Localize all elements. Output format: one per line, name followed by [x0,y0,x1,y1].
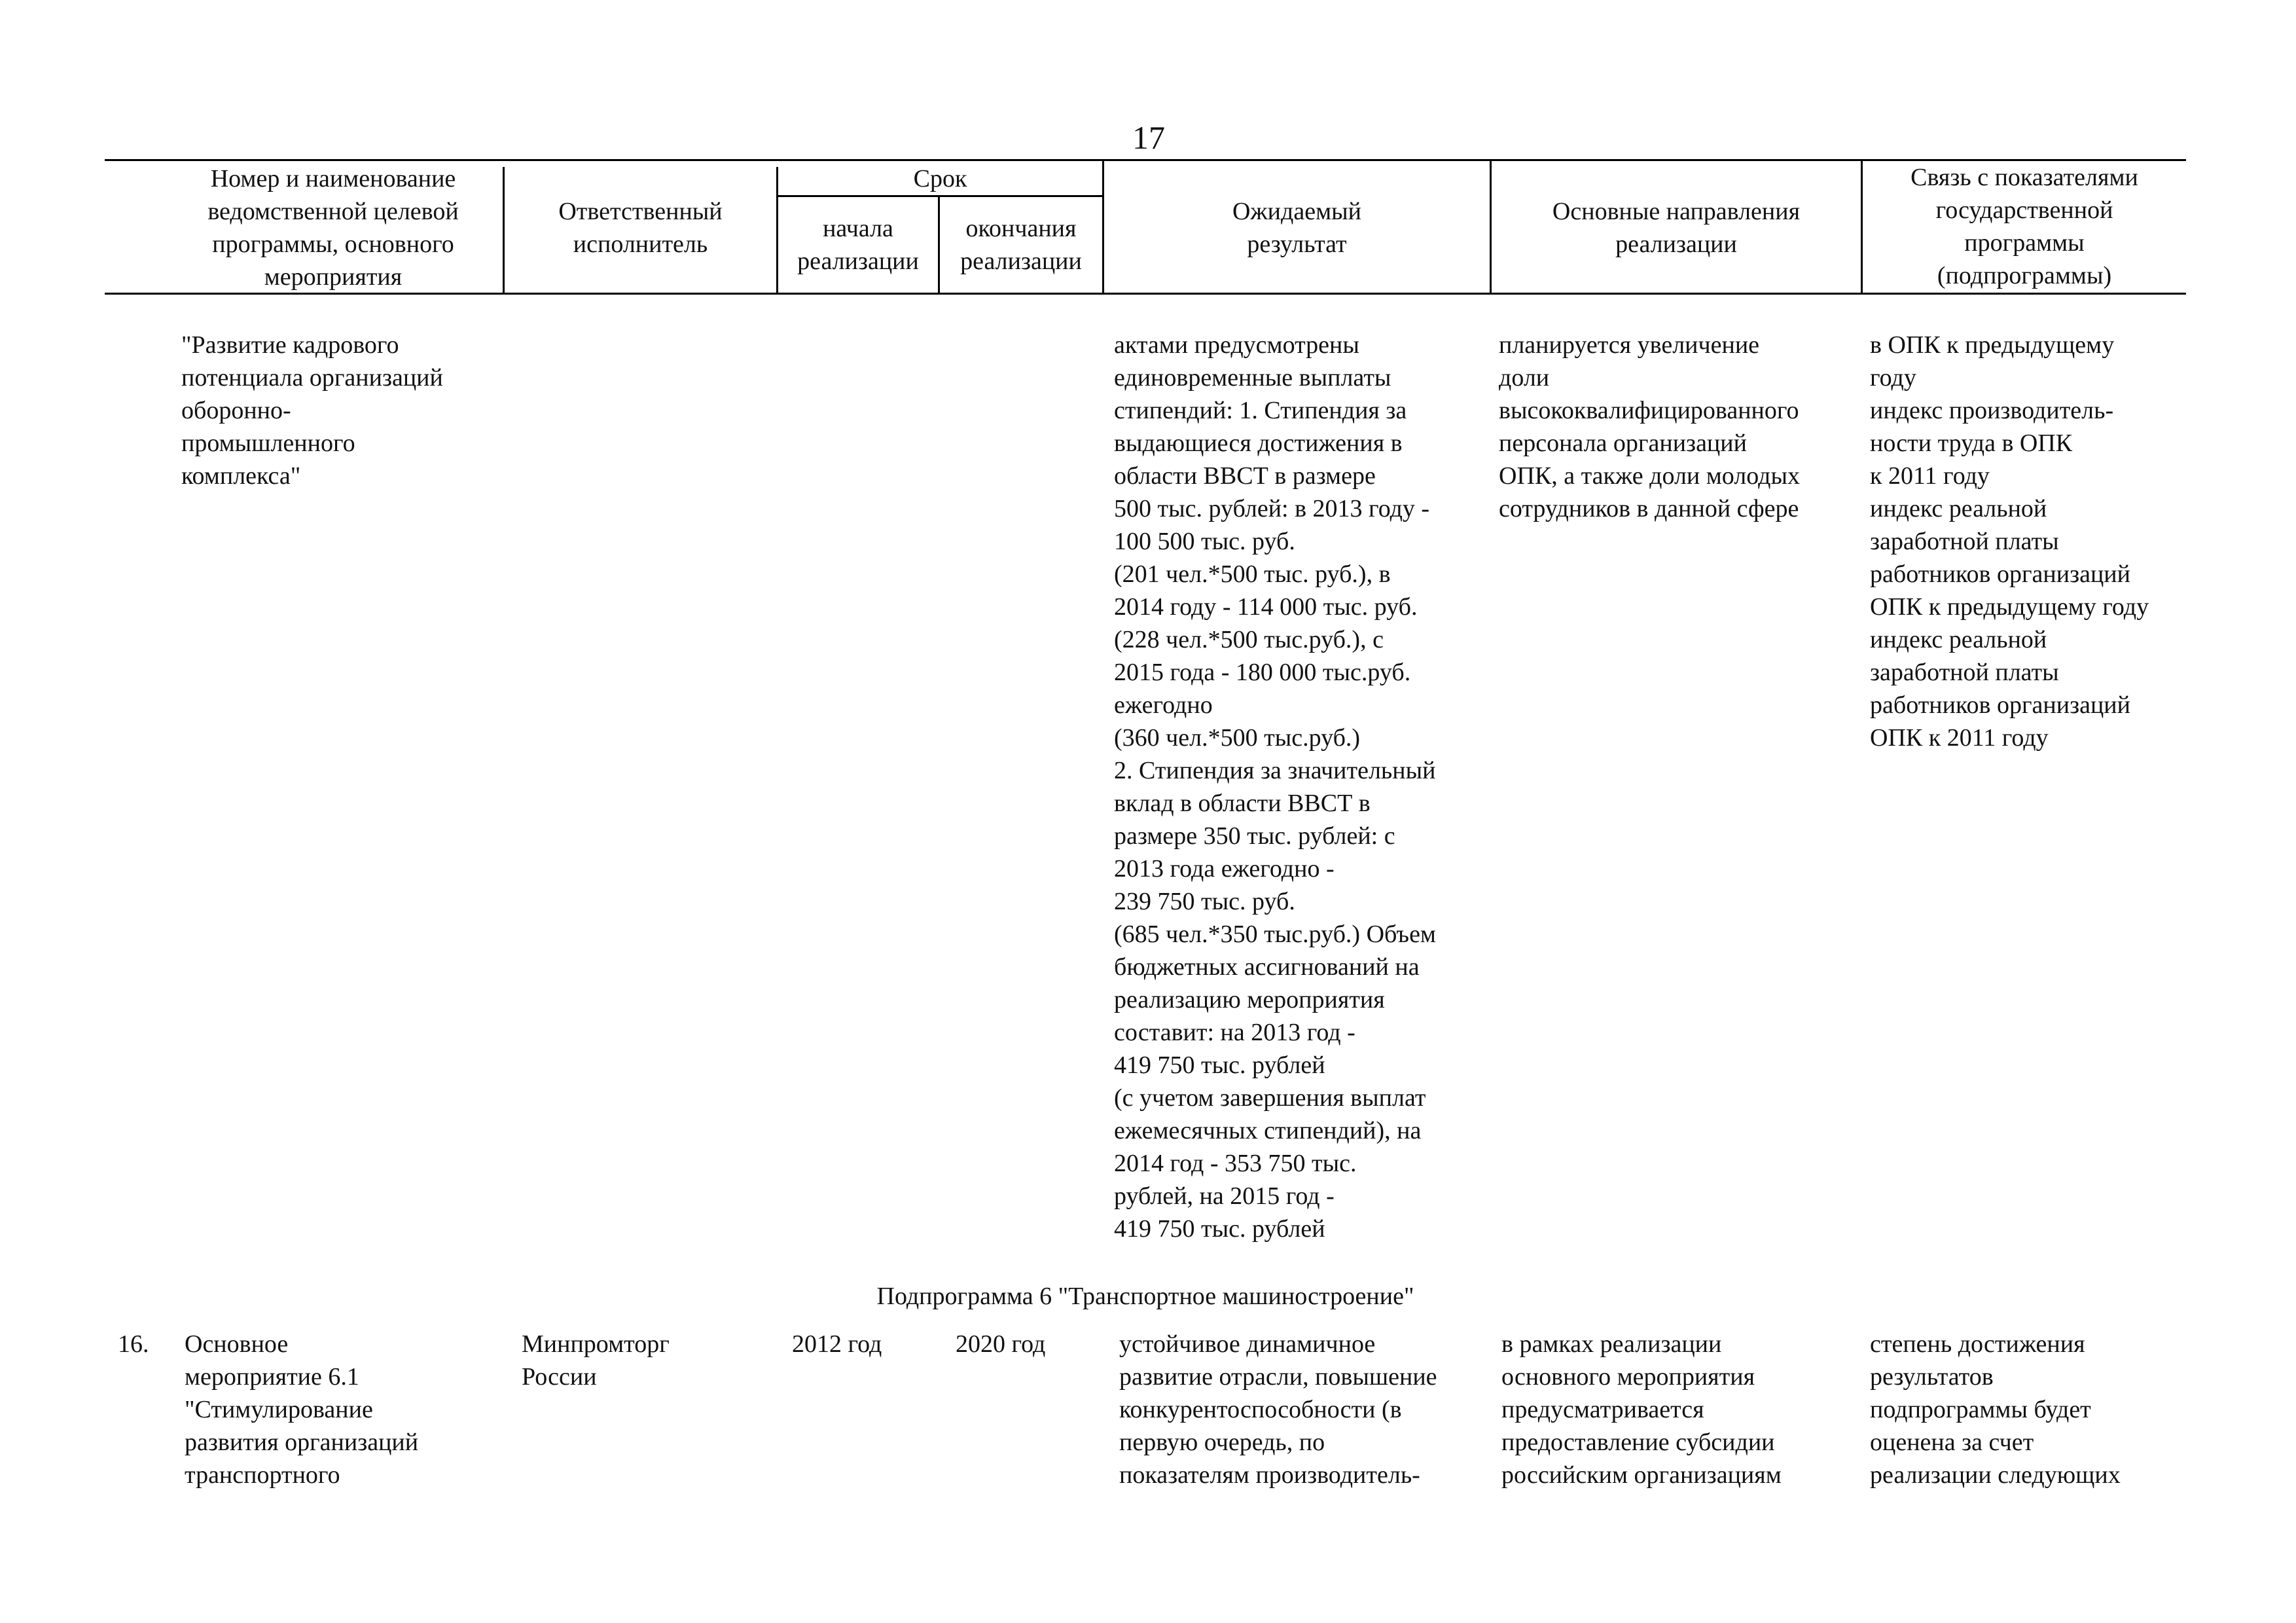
text-line: оборонно- [181,397,291,424]
header-end [940,197,1102,293]
text-line: размере 350 тыс. рублей: с [1114,822,1395,850]
text-line: бюджетных ассигнований на [1114,953,1420,981]
row2-end [956,1328,1045,1360]
text-line: 100 500 тыс. руб. [1114,528,1295,555]
row2-directions [1501,1328,1782,1491]
header-line: результат [1247,230,1347,258]
text-line: 2. Стипендия за значительный [1114,757,1436,784]
text-line: (360 чел.*500 тыс.руб.) [1114,724,1361,752]
header-line: реализации [960,247,1082,275]
text-line: 2020 год [956,1330,1046,1358]
text-line: России [522,1363,597,1391]
row2-indicators [1870,1328,2121,1491]
header-srok [778,162,1102,195]
text-line: 2012 год [792,1330,882,1358]
text-line: 2015 года - 180 000 тыс.руб. [1114,659,1411,686]
row1-indicators [1870,329,2149,754]
text-line: потенциала организаций [181,364,443,392]
text-line: индекс производитель- [1870,397,2114,424]
header-line: мероприятия [264,263,403,291]
text-line: (685 чел.*350 тыс.руб.) Объем [1114,921,1436,948]
text-line: показателям производитель- [1119,1461,1420,1489]
row1-directions [1499,329,1800,525]
row2-expected-result [1119,1328,1437,1491]
header-indicators [1863,160,2186,293]
text-line: 2014 год - 353 750 тыс. [1114,1150,1357,1177]
text-line: оценена за счет [1870,1429,2034,1456]
text-line: конкурентоспособности (в [1119,1396,1402,1423]
text-line: развития организаций [185,1429,419,1456]
text-line: в ОПК к предыдущему [1870,331,2115,359]
header-start [778,197,938,293]
text-line: комплекса" [181,462,301,490]
header-line: Ожидаемый [1232,198,1361,225]
text-line: 419 750 тыс. рублей [1114,1051,1325,1079]
text-line: ОПК к 2011 году [1870,724,2049,752]
text-line: ежемесячных стипендий), на [1114,1117,1422,1144]
header-line: Срок [913,165,967,192]
text-line: 2014 году - 114 000 тыс. руб. [1114,593,1418,621]
text-line: в рамках реализации [1501,1330,1722,1358]
header-line: Ответственный [558,198,723,225]
header-line: программы, основного [212,230,454,258]
text-line: мероприятие 6.1 [185,1363,359,1391]
text-line: сотрудников в данной сфере [1499,495,1799,522]
text-line: промышленного [181,429,355,457]
text-line: высококвалифицированного [1499,397,1799,424]
text-line: ности труда в ОПК [1870,429,2073,457]
text-line: степень достижения [1870,1330,2085,1358]
text-line: транспортного [185,1461,340,1489]
text-line: реализации следующих [1870,1461,2121,1489]
header-line: (подпрограммы) [1937,262,2112,289]
text-line: Минпромторг [522,1330,670,1358]
text-line: составит: на 2013 год - [1114,1019,1355,1046]
text-line: вклад в области ВВСТ в [1114,790,1371,817]
text-line: персонала организаций [1499,429,1747,457]
text-line: доли [1499,364,1550,392]
row1-program-name [181,329,443,492]
text-line: первую очередь, по [1119,1429,1325,1456]
row2-executor [522,1328,670,1393]
text-line: стипендий: 1. Стипендия за [1114,397,1407,424]
header-line: ведомственной целевой [207,198,459,225]
subprogram-title: Подпрограмма 6 "Транспортное машиностроение" [876,1283,1414,1310]
header-directions [1492,162,1861,293]
row2-start [792,1328,882,1360]
header-line: программы [1964,229,2085,257]
text-line: (с учетом завершения выплат [1114,1084,1426,1112]
text-line: развитие отрасли, повышение [1119,1363,1437,1391]
text-line: единовременные выплаты [1114,364,1391,392]
text-line: рублей, на 2015 год - [1114,1182,1335,1210]
text-line: 2013 года ежегодно - [1114,855,1335,883]
header-line: окончания [965,215,1077,242]
text-line: к 2011 году [1870,462,1990,490]
text-line: работников организаций [1870,560,2130,588]
text-line: подпрограммы будет [1870,1396,2091,1423]
header-line: исполнитель [573,230,708,258]
text-line: 16. [118,1330,149,1358]
text-line: (201 чел.*500 тыс. руб.), в [1114,560,1391,588]
text-line: реализацию мероприятия [1114,986,1385,1013]
text-line: планируется увеличение [1499,331,1760,359]
text-line: предусматривается [1501,1396,1704,1423]
text-line: 500 тыс. рублей: в 2013 году - [1114,495,1430,522]
header-line: Номер и наименование [210,165,456,192]
header-line: реализации [1615,230,1737,258]
text-line: ОПК, а также доли молодых [1499,462,1801,490]
header-executor [505,162,776,293]
text-line: предоставление субсидии [1501,1429,1775,1456]
header-line: государственной [1935,196,2113,224]
text-line: 239 750 тыс. руб. [1114,888,1295,915]
text-line: "Развитие кадрового [181,331,399,359]
text-line: (228 чел.*500 тыс.руб.), с [1114,626,1384,653]
text-line: области ВВСТ в размере [1114,462,1376,490]
header-program-name [164,162,503,293]
text-line: заработной платы [1870,659,2059,686]
text-line: 419 750 тыс. рублей [1114,1215,1325,1243]
text-line: работников организаций [1870,691,2130,719]
text-line: результатов [1870,1363,1994,1391]
text-line: российским организациям [1501,1461,1782,1489]
text-line: году [1870,364,1916,392]
text-line: "Стимулирование [185,1396,373,1423]
row1-expected-result [1114,329,1436,1245]
text-line: выдающиеся достижения в [1114,429,1403,457]
text-line: устойчивое динамичное [1119,1330,1376,1358]
row2-program-name [185,1328,418,1491]
header-line: Связь с показателями [1910,164,2138,191]
text-line: индекс реальной [1870,495,2047,522]
text-line: актами предусмотрены [1114,331,1359,359]
text-line: заработной платы [1870,528,2059,555]
header-expected-result [1104,162,1490,293]
header-line: начала [823,215,893,242]
header-line: Основные направления [1552,198,1801,225]
text-line: основного мероприятия [1501,1363,1755,1391]
text-line: индекс реальной [1870,626,2047,653]
header-line: реализации [797,247,919,275]
page-number: 17 [1132,119,1165,156]
text-line: ежегодно [1114,691,1213,719]
text-line: Основное [185,1330,289,1358]
row2-number [118,1328,149,1360]
text-line: ОПК к предыдущему году [1870,593,2149,621]
